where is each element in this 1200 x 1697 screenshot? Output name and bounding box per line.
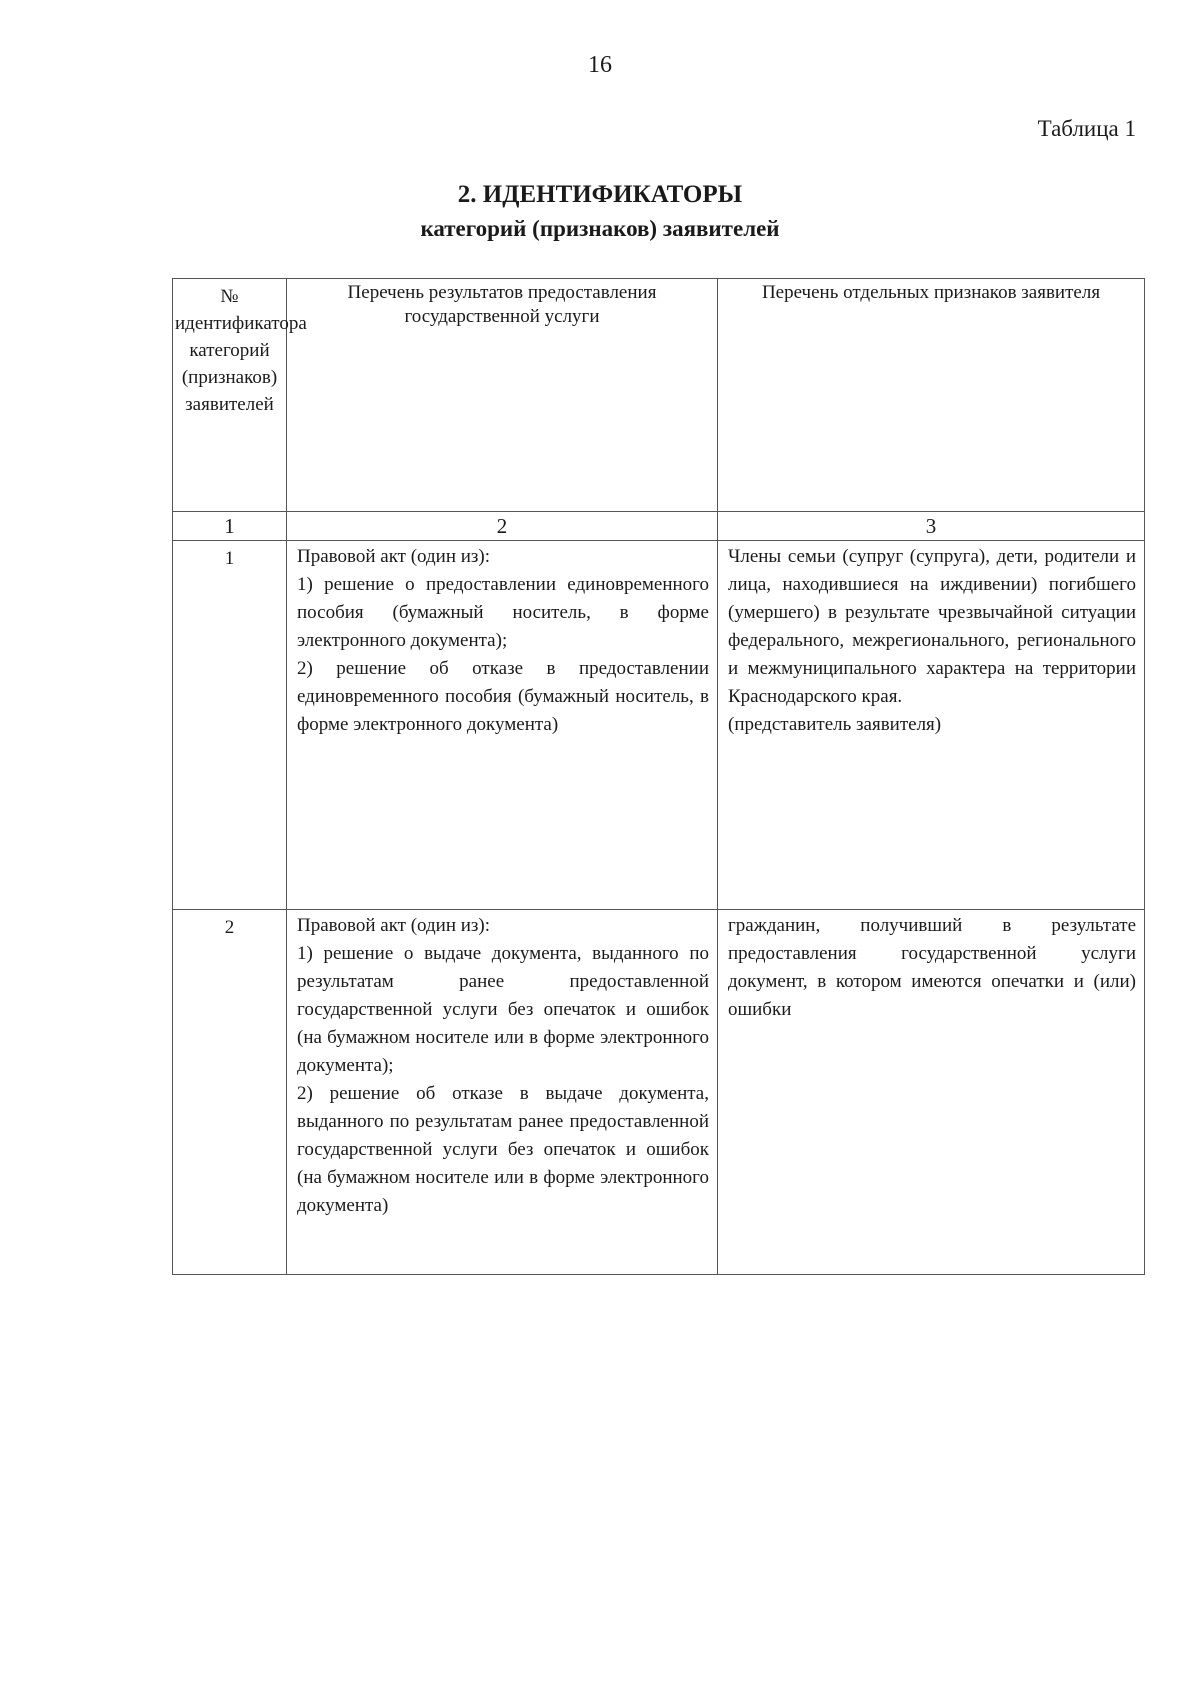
features-text: гражданин, получивший в результате предоставления государственной услуги документ, в котором имеются опечатки и (или) ошибки xyxy=(728,915,1136,1020)
identifiers-table xyxy=(172,278,1145,1275)
results-item: 2) решение об отказе в выдаче документа, выданного по результатам ранее предоставленной государственной услуги без опечаток и ошибок (на бумажном носителе или в форме электронного документа) xyxy=(297,1083,709,1216)
header-identifier-number: № идентификатора категорий (признаков) заявителей xyxy=(173,279,287,512)
results-item: 2) решение об отказе в предоставлении единовременного пособия (бумажный носитель, в форме электронного документа) xyxy=(297,658,709,735)
results-cell xyxy=(287,910,718,1275)
features-cell xyxy=(718,910,1145,1275)
table-heading xyxy=(0,178,1200,246)
features-text: Члены семьи (супруг (супруга), дети, родители и лица, находившиеся на иждивении) погибшего (умершего) в результате чрезвычайной ситуации федерального, межрегионального, регионального и межмуниципального характера на территории Краснодарского края. xyxy=(728,546,1136,707)
row-number: 2 xyxy=(173,910,287,1275)
heading-title: 2. ИДЕНТИФИКАТОРЫ xyxy=(457,181,743,208)
results-lead: Правовой акт (один из): xyxy=(297,546,491,567)
results-lead: Правовой акт (один из): xyxy=(297,915,491,936)
header-results-list: Перечень результатов предоставления государственной услуги xyxy=(287,279,718,512)
column-number: 2 xyxy=(287,512,718,541)
results-item: 1) решение о предоставлении единовременного пособия (бумажный носитель, в форме электронного документа); xyxy=(297,574,709,651)
results-item: 1) решение о выдаче документа, выданного по результатам ранее предоставленной государственной услуги без опечаток и ошибок (на бумажном носителе или в форме электронного документа); xyxy=(297,943,709,1076)
table-label: Таблица 1 xyxy=(1037,116,1136,141)
heading-subtitle: категорий (признаков) заявителей xyxy=(420,216,780,241)
table-row xyxy=(173,910,1145,1275)
column-number-row xyxy=(173,512,1145,541)
row-number: 1 xyxy=(173,541,287,910)
page-number: 16 xyxy=(588,52,612,78)
features-note: (представитель заявителя) xyxy=(728,714,942,735)
table-header-row xyxy=(173,279,1145,512)
column-number: 3 xyxy=(718,512,1145,541)
results-cell xyxy=(287,541,718,910)
column-number: 1 xyxy=(173,512,287,541)
features-cell xyxy=(718,541,1145,910)
header-features-list: Перечень отдельных признаков заявителя xyxy=(718,279,1145,512)
table-row xyxy=(173,541,1145,910)
